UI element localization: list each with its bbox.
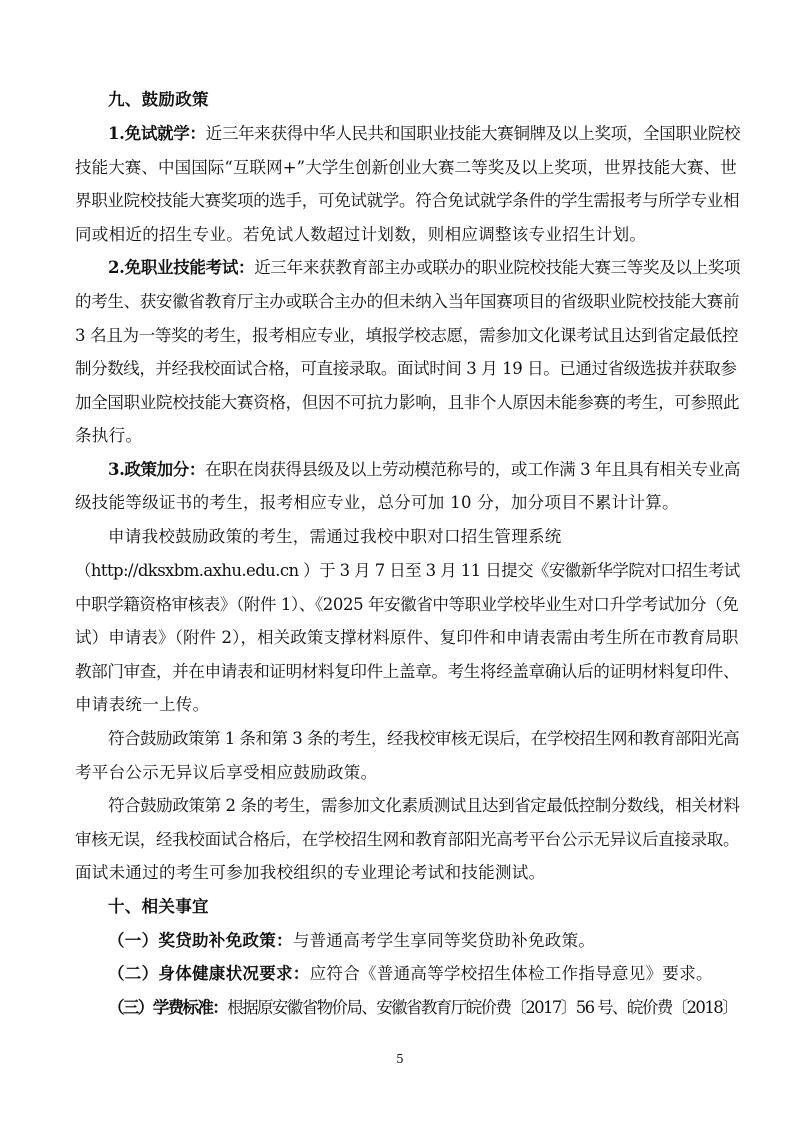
item3-line2: 级技能等级证书的考生，报考相应专业，总分可加 10 分，加分项目不累计计算。 — [75, 493, 679, 512]
apply-line6: 申请表统一上传。 — [75, 695, 210, 714]
section-9-heading: 九、鼓励政策 — [108, 90, 209, 109]
item1-line4: 同或相近的招生专业。若免试人数超过计划数，则相应调整该专业招生计划。 — [75, 225, 647, 244]
related-item2-title: （二）身体健康状况要求： — [108, 964, 310, 983]
apply-line2: （http://dksxbm.axhu.edu.cn ）于 3 月 7 日至 3 月 11 日提交《安徽新华学院对口招生考试 — [75, 561, 740, 580]
related-item1-text: 与普通高考学生享同等奖贷助补免政策。 — [292, 931, 596, 950]
item1-text: 近三年来获得中华人民共和国职业技能大赛铜牌及以上奖项，全国职业院校 — [205, 124, 741, 143]
item3-line1 — [108, 459, 740, 481]
item2-line2: 的考生、获安徽省教育厅主办或联合主办的但未纳入当年国赛项目的省级职业院校技能大赛前 — [75, 292, 740, 311]
item1-line3: 界职业院校技能大赛奖项的选手，可免试就学。符合免试就学条件的学生需报考与所学专业相 — [75, 191, 740, 210]
item2-title: 2.免职业技能考试： — [108, 258, 255, 277]
related-item3 — [108, 997, 737, 1019]
policy-2-line2: 审核无误，经我校面试合格后，在学校招生网和教育部阳光高考平台公示无异议后直接录取。 — [75, 830, 740, 849]
item1-line1 — [108, 123, 740, 145]
related-item3-text: 根据原安徽省物价局、安徽省教育厅皖价费〔2017〕56 号、皖价费〔2018〕 — [227, 998, 738, 1017]
item1-title: 1.免试就学： — [108, 124, 206, 143]
related-item2-text: 应符合《普通高等学校招生体检工作指导意见》要求。 — [309, 964, 713, 983]
item2-line6: 条执行。 — [75, 426, 143, 445]
related-item2 — [108, 963, 713, 985]
item2-text: 近三年来获教育部主办或联办的职业院校技能大赛三等奖及以上奖项 — [254, 258, 741, 277]
item2-line3: 3 名且为一等奖的考生，报考相应专业，填报学校志愿，需参加文化课考试且达到省定最低控 — [75, 326, 739, 345]
item2-line1 — [108, 257, 740, 279]
item3-title: 3.政策加分： — [108, 460, 205, 479]
apply-line4: 试）申请表》（附件 2），相关政策支撑材料原件、复印件和申请表需由考生所在市教育局职 — [75, 628, 739, 647]
item1-line2: 技能大赛、中国国际“互联网+”大学生创新创业大赛二等奖及以上奖项，世界技能大赛、世 — [75, 158, 737, 177]
item2-line5: 加全国职业院校技能大赛资格，但因不可抗力影响，且非个人原因未能参赛的考生，可参照此 — [75, 393, 740, 412]
policy-2-line1: 符合鼓励政策第 2 条的考生，需参加文化素质测试且达到省定最低控制分数线，相关材料 — [108, 796, 740, 815]
apply-line1: 申请我校鼓励政策的考生，需通过我校中职对口招生管理系统 — [108, 527, 562, 546]
related-item1 — [108, 930, 595, 952]
related-item3-title: （三）学费标准： — [108, 998, 228, 1017]
apply-line5: 教部门审查，并在申请表和证明材料复印件上盖章。考生将经盖章确认后的证明材料复印件、 — [75, 662, 740, 681]
related-item1-title: （一）奖贷助补免政策： — [108, 931, 293, 950]
policy-13-line1: 符合鼓励政策第 1 条和第 3 条的考生，经我校审核无误后，在学校招生网和教育部阳光高 — [108, 729, 739, 748]
item3-text: 在职在岗获得县级及以上劳动模范称号的，或工作满 3 年且具有相关专业高 — [204, 460, 740, 479]
page-number: 5 — [396, 1052, 404, 1066]
section-10-heading: 十、相关事宜 — [108, 897, 209, 916]
item2-line4: 制分数线，并经我校面试合格，可直接录取。面试时间 3 月 19 日。已通过省级选拔并获取参 — [75, 359, 737, 378]
policy-2-line3: 面试未通过的考生可参加我校组织的专业理论考试和技能测试。 — [75, 863, 546, 882]
apply-line3: 中职学籍资格审核表》（附件 1）、《2025 年安徽省中等职业学校毕业生对口升学考试加分（免 — [75, 595, 739, 614]
policy-13-line2: 考平台公示无异议后享受相应鼓励政策。 — [75, 763, 378, 782]
